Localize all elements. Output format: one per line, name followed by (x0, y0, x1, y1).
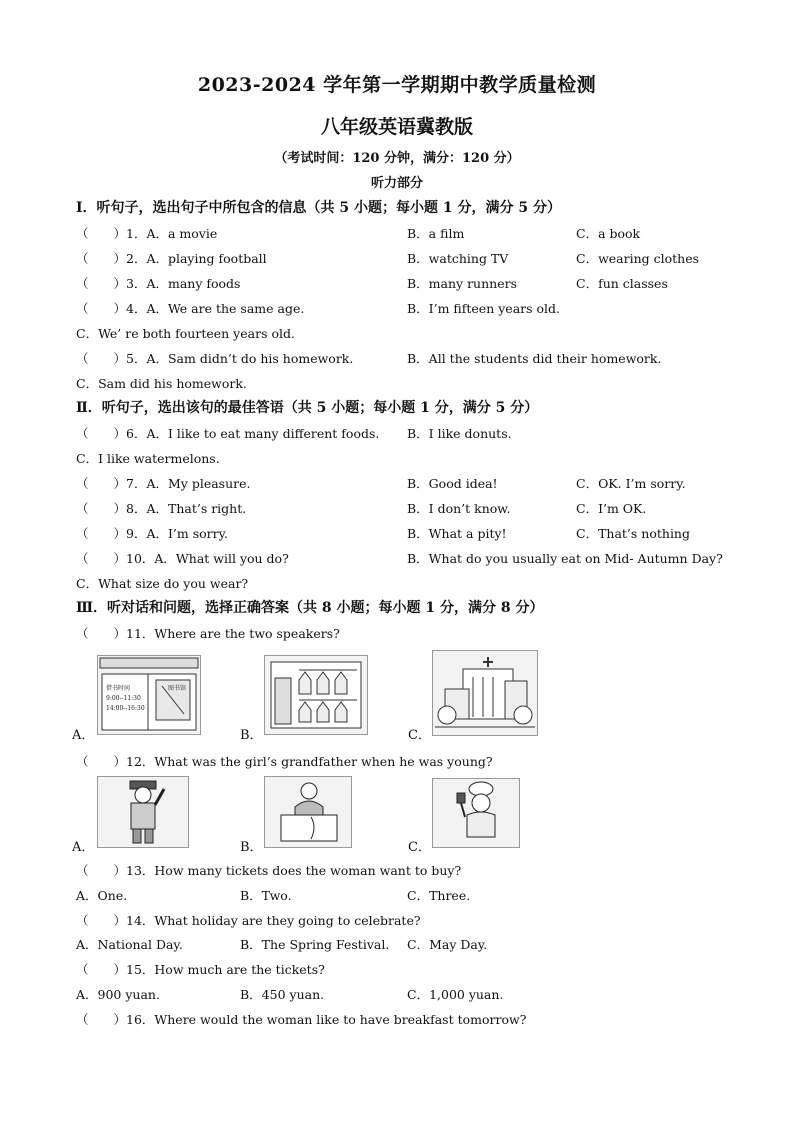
section-3-heading: Ⅲ．听对话和问题，选择正确答案（共 8 小题；每小题 1 分，满分 8 分） (76, 600, 544, 616)
question-9-option-b: B．What a pity! (407, 526, 507, 541)
question-15-stem: （ ）15．How much are the tickets? (76, 962, 325, 977)
question-15-option-a: A．900 yuan. (76, 987, 160, 1002)
chef-picture (432, 778, 520, 848)
question-13-option-a: A．One. (76, 888, 128, 903)
library-hours-1: 9:00--11:30 (106, 695, 141, 702)
question-3-option-b: B．many runners (407, 276, 517, 291)
question-4-option-b: B．I’m fifteen years old. (407, 301, 561, 316)
question-5-stem: （ ）5．A．Sam didn’t do his homework. (76, 351, 354, 366)
question-4-stem: （ ）4．A．We are the same age. (76, 301, 305, 316)
question-5-option-c: C．Sam did his homework. (76, 376, 247, 391)
question-13-stem: （ ）13．How many tickets does the woman want to buy? (76, 863, 462, 878)
policeman-picture (97, 776, 189, 848)
question-8-stem: （ ）8．A．That’s right. (76, 501, 247, 516)
question-5-option-b: B．All the students did their homework. (407, 351, 662, 366)
section-2-heading: Ⅱ．听句子，选出该句的最佳答语（共 5 小题；每小题 1 分，满分 5 分） (76, 400, 539, 416)
question-8-option-c: C．I’m OK. (576, 501, 647, 516)
question-15-option-c: C．1,000 yuan. (407, 987, 504, 1002)
question-11-stem: （ ）11．Where are the two speakers? (76, 626, 340, 641)
question-7-option-c: C．OK. I’m sorry. (576, 476, 686, 491)
question-7-stem: （ ）7．A．My pleasure. (76, 476, 251, 491)
question-13-option-b: B．Two. (240, 888, 292, 903)
question-11-option-c: C． (408, 728, 431, 743)
question-14-option-b: B．The Spring Festival. (240, 937, 390, 952)
library-sign: 图书馆 (168, 685, 187, 692)
question-9-stem: （ ）9．A．I’m sorry. (76, 526, 228, 541)
question-12-option-a: A． (72, 840, 95, 855)
question-3-stem: （ ）3．A．many foods (76, 276, 241, 291)
question-10-option-b: B．What do you usually eat on Mid- Autumn Day? (407, 551, 723, 566)
question-8-option-b: B．I don’t know. (407, 501, 511, 516)
exam-note: （考试时间：120 分钟，满分：120 分） (274, 151, 520, 166)
question-2-option-c: C．wearing clothes (576, 251, 700, 266)
library-hours-label: 借书时间 (106, 685, 131, 692)
question-2-stem: （ ）2．A．playing football (76, 251, 267, 266)
question-14-option-a: A．National Day. (76, 937, 183, 952)
question-9-option-c: C．That’s nothing (576, 526, 690, 541)
exam-title: 2023-2024 学年第一学期期中教学质量检测 (197, 74, 597, 96)
library-picture (97, 655, 201, 735)
question-14-option-c: C．May Day. (407, 937, 488, 952)
question-1-option-c: C．a book (576, 226, 641, 241)
question-6-option-c: C．I like watermelons. (76, 451, 220, 466)
hospital-picture (432, 650, 538, 736)
question-11-option-b: B． (240, 728, 263, 743)
question-1-stem: （ ）1．A．a movie (76, 226, 218, 241)
section-1-heading: Ⅰ．听句子，选出句子中所包含的信息（共 5 小题；每小题 1 分，满分 5 分） (76, 200, 562, 216)
clothes-store-picture (264, 655, 368, 735)
question-3-option-c: C．fun classes (576, 276, 668, 291)
question-6-stem: （ ）6．A．I like to eat many different foods. (76, 426, 380, 441)
question-11-option-a: A． (72, 728, 95, 743)
question-2-option-b: B．watching TV (407, 251, 509, 266)
part-title: 听力部分 (370, 176, 423, 191)
library-hours-2: 14:00--16:30 (106, 705, 145, 712)
question-10-stem: （ ）10．A．What will you do? (76, 551, 289, 566)
question-16-stem: （ ）16．Where would the woman like to have breakfast tomorrow? (76, 1012, 527, 1027)
question-12-option-c: C． (408, 840, 431, 855)
question-12-stem: （ ）12．What was the girl’s grandfather when he was young? (76, 754, 493, 769)
question-12-option-b: B． (240, 840, 263, 855)
question-4-option-c: C．We’ re both fourteen years old. (76, 326, 295, 341)
question-10-option-c: C．What size do you wear? (76, 576, 249, 591)
exam-subtitle: 八年级英语冀教版 (320, 116, 473, 138)
question-13-option-c: C．Three. (407, 888, 471, 903)
question-15-option-b: B．450 yuan. (240, 987, 325, 1002)
shopkeeper-picture (264, 776, 352, 848)
question-7-option-b: B．Good idea! (407, 476, 498, 491)
question-14-stem: （ ）14．What holiday are they going to celebrate? (76, 913, 421, 928)
question-6-option-b: B．I like donuts. (407, 426, 512, 441)
question-1-option-b: B．a film (407, 226, 465, 241)
